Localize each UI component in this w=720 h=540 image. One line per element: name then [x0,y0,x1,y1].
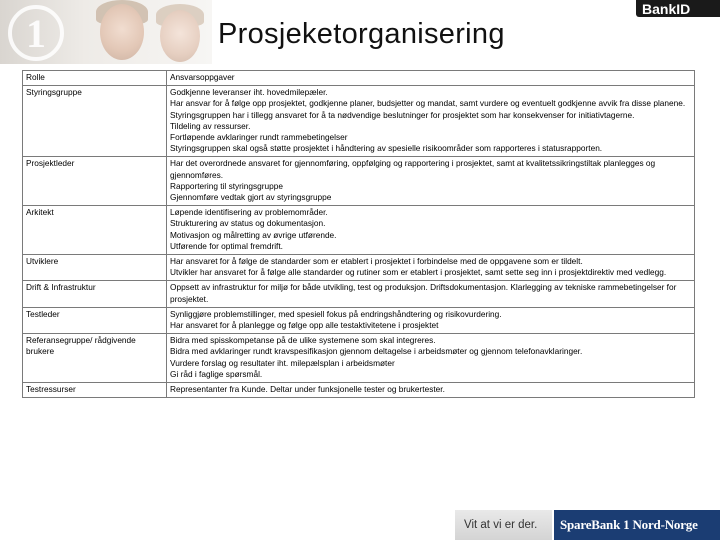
sparebank-nord-norge-logo: SpareBank 1 Nord-Norge [554,510,720,540]
responsibility-line: Utvikler har ansvaret for å følge alle standarder og rutiner som er etablert i prosjektet, samt sette seg inn i prosjektdirektiv med vedlegg. [170,267,667,278]
responsibility-line: Utførende for optimal fremdrift. [170,240,283,251]
responsibility-line: Fortløpende avklaringer rundt rammebetingelser [170,132,348,143]
responsibility-line: Styringsgruppen skal også støtte prosjektet i håndtering av spesielle risikoområder som rapporteres i statusrapporten. [170,143,603,154]
responsibility-line: Har ansvaret for å følge de standarder som er etablert i prosjektet i forbindelse med de oppgavene som er tildelt. [170,256,583,267]
table-row [23,206,695,255]
table-row [23,157,695,206]
sparebank1-logo-icon [6,4,66,62]
responsibility-cell [167,307,695,333]
responsibility-cell [167,281,695,307]
table-row [23,255,695,281]
responsibility-cell [167,334,695,383]
responsibility-cell [167,157,695,206]
role-cell: Referansegruppe/ rådgivende brukere [23,334,167,383]
responsibility-cell [167,71,695,86]
responsibility-cell [167,206,695,255]
responsibility-line: Vurdere forslag og resultater iht. milepælsplan i arbeidsmøter [170,357,395,368]
roles-table [22,70,695,398]
responsibility-line: Ansvarsoppgaver [170,72,235,82]
responsibility-cell [167,383,695,398]
bankid-logo: BankID [636,0,720,17]
responsibility-line: Synliggjøre problemstillinger, med spesiell fokus på endringshåndtering og risikovurdering. [170,308,502,319]
page-title: Prosjeketorganisering [218,18,505,50]
responsibility-line: Tildeling av ressurser. [170,120,251,131]
responsibility-cell [167,255,695,281]
role-cell: Testleder [23,307,167,333]
responsibility-line: Rapportering til styringsgruppe [170,180,283,191]
responsibility-line: Gi råd i faglige spørsmål. [170,368,263,379]
footer [455,510,720,540]
role-cell: Prosjektleder [23,157,167,206]
header-photo [0,0,212,64]
table-row [23,383,695,398]
responsibility-line: Strukturering av status og dokumentasjon. [170,218,326,229]
header [0,0,720,66]
responsibility-line: Løpende identifisering av problemområder. [170,207,328,218]
table-row [23,334,695,383]
table-row [23,307,695,333]
role-cell: Testressurser [23,383,167,398]
responsibility-line: Representanter fra Kunde. Deltar under funksjonelle tester og brukertester. [170,384,445,395]
role-cell: Utviklere [23,255,167,281]
responsibility-line: Oppsett av infrastruktur for miljø for både utvikling, test og produksjon. Driftsdokumentasjon. Klarlegging av tekniske rammebetingelser for prosjektet. [170,282,677,304]
footer-slogan: Vit at vi er der. [455,510,552,540]
responsibility-line: Gjennomføre vedtak gjort av styringsgruppe [170,192,332,203]
responsibility-line: Bidra med spisskompetanse på de ulike systemene som skal integreres. [170,335,436,346]
responsibility-line: Har ansvaret for å planlegge og følge opp alle testaktivitetene i prosjektet [170,320,439,331]
table-row [23,71,695,86]
responsibility-line: Har det overordnede ansvaret for gjennomføring, oppfølging og rapportering i prosjektet, samt at kvalitetssikringstiltak planlegges og gjennomføres. [170,158,656,180]
responsibility-line: Godkjenne leveranser iht. hovedmilepæler. [170,87,328,98]
responsibility-line: Bidra med avklaringer rundt kravspesifikasjon gjennom deltagelse i arbeidsmøter og gjennom telefonavklaringer. [170,346,583,357]
role-cell: Arkitekt [23,206,167,255]
role-cell: Drift & Infrastruktur [23,281,167,307]
photo-person [100,4,144,60]
photo-person [160,10,200,62]
responsibility-line: Har ansvar for å følge opp prosjektet, godkjenne planer, budsjetter og mandat, samt vurdere og eventuelt godkjenne avvik fra disse planene. [170,98,686,109]
role-cell: Styringsgruppe [23,86,167,157]
role-cell: Rolle [23,71,167,86]
table-row [23,86,695,157]
responsibility-line: Motivasjon og målretting av øvrige utførende. [170,229,337,240]
responsibility-cell [167,86,695,157]
responsibility-line: Styringsgruppen har i tillegg ansvaret for å ta nødvendige beslutninger for prosjektet som har konsekvenser for initiativtagerne. [170,109,635,120]
roles-table-body [23,71,695,398]
table-row [23,281,695,307]
logo-mark: 1 [26,11,46,56]
